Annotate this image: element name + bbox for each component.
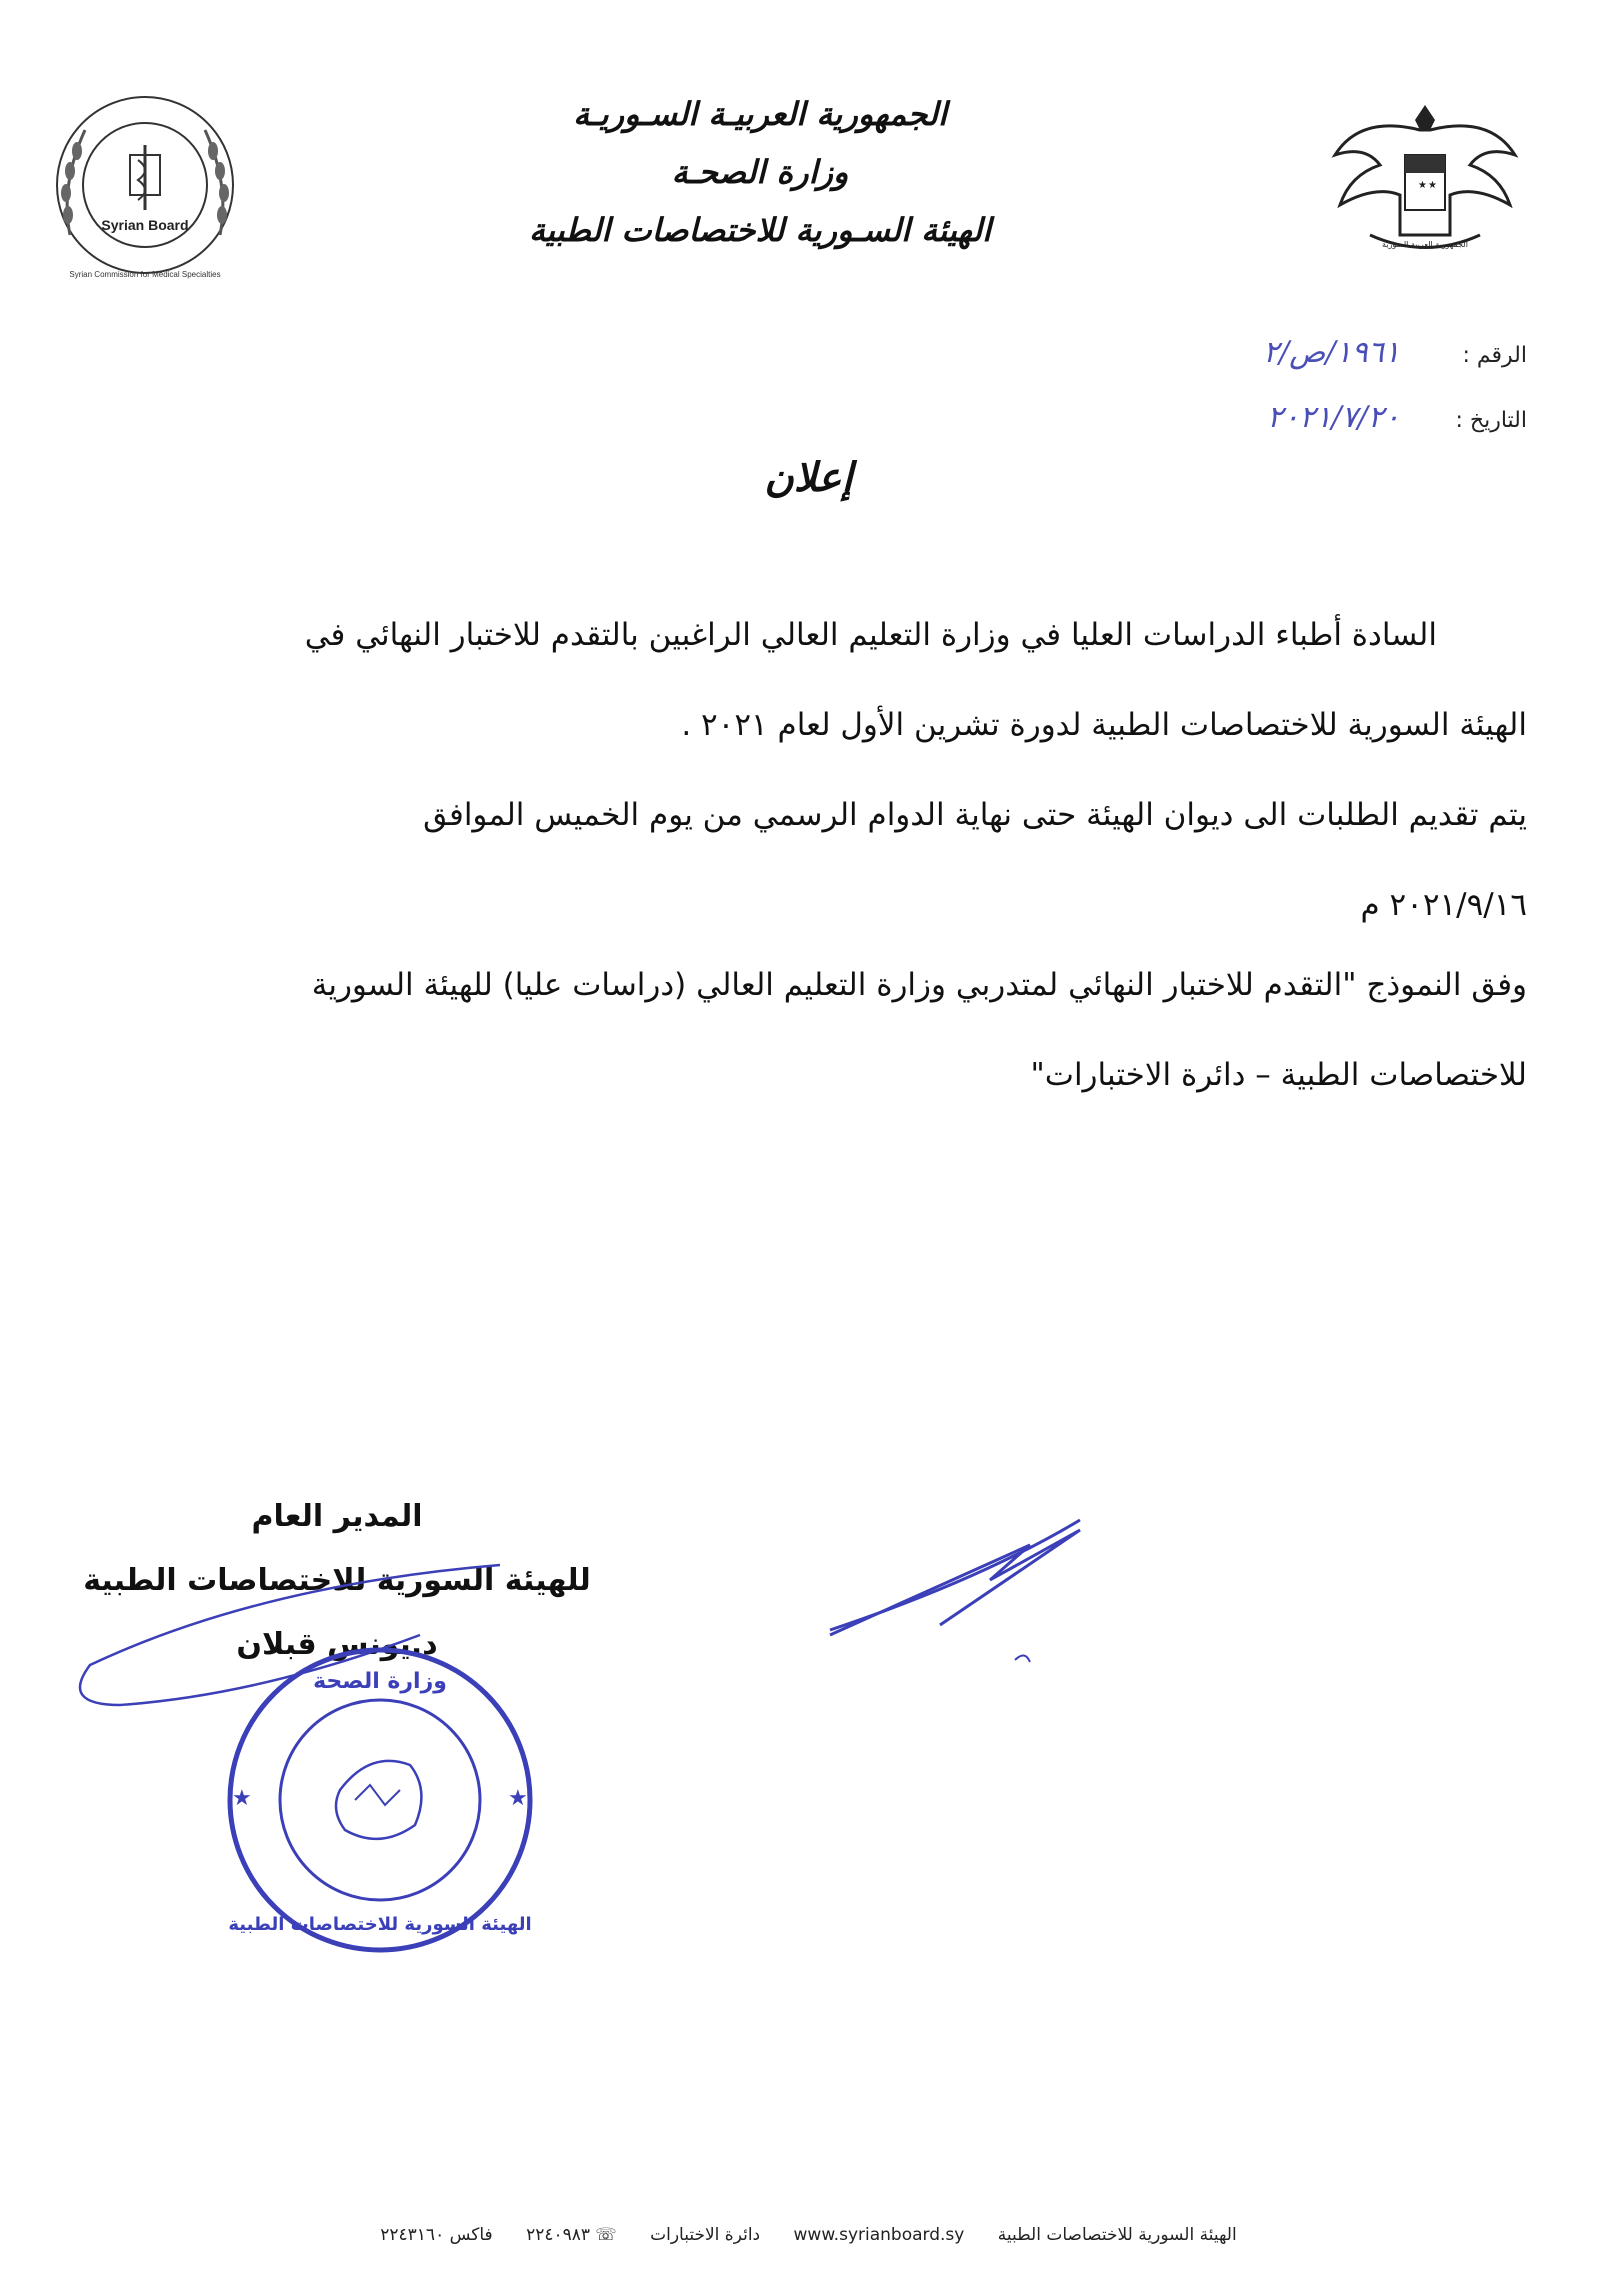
svg-text:★: ★ [508, 1786, 528, 1811]
logo-left-title: Syrian Board [101, 217, 189, 233]
handwritten-signature [560, 1510, 1120, 1700]
footer [0, 2225, 1617, 2245]
paragraph-1-line-1: السادة أطباء الدراسات العليا في وزارة التعليم العالي الراغبين بالتقدم للاختبار النهائي في [304, 617, 1437, 653]
reference-date-value: ٢٠٢١/٧/٢٠ [1266, 400, 1400, 435]
paragraph-2 [97, 770, 1527, 950]
footer-fax: فاكس ٢٢٤٣١٦٠ [380, 2225, 493, 2245]
stamp-ring-text: الهيئة السورية للاختصاصات الطبية [228, 1914, 532, 1935]
reference-date [1267, 400, 1527, 435]
header-commission: الهيئة السـورية للاختصاصات الطبية [528, 211, 992, 249]
header-ministry: وزارة الصحـة [671, 153, 849, 191]
paragraph-2-line-1: يتم تقديم الطلبات الى ديوان الهيئة حتى نهاية الدوام الرسمي من يوم الخميس الموافق [423, 797, 1527, 833]
svg-text:★: ★ [1418, 180, 1427, 191]
signatory-organization: للهيئة السورية للاختصاصات الطبية [83, 1563, 591, 1598]
paragraph-3-line-1: وفق النموذج "التقدم للاختبار النهائي لمتدربي وزارة التعليم العالي (دراسات عليا) للهيئة السورية [311, 967, 1527, 1003]
logo-left-ring-text: Syrian Commission for Medical Specialties [69, 270, 221, 279]
signatory-title: المدير العام [251, 1499, 423, 1534]
official-stamp [220, 1640, 540, 1960]
paragraph-3 [97, 940, 1527, 1120]
reference-date-label: التاريخ : [1455, 408, 1527, 433]
paragraph-1-line-2: الهيئة السورية للاختصاصات الطبية لدورة تشرين الأول لعام ٢٠٢١ . [681, 707, 1527, 743]
reference-number-label: الرقم : [1462, 343, 1527, 368]
reference-number [1263, 335, 1527, 370]
footer-department: دائرة الاختبارات [650, 2225, 761, 2245]
paragraph-3-line-2: للاختصاصات الطبية – دائرة الاختبارات" [1030, 1057, 1527, 1093]
signatory-name: د.يونس قبلان [236, 1627, 438, 1662]
footer-phone: ☏ ٢٢٤٠٩٨٣ [526, 2225, 617, 2245]
stamp-top-text: وزارة الصحة [313, 1669, 447, 1694]
syrian-board-logo [30, 85, 260, 285]
syrian-eagle-emblem [1320, 85, 1530, 255]
paragraph-1 [97, 590, 1527, 770]
announcement-title: إعلان [764, 455, 853, 501]
svg-text:★: ★ [1428, 180, 1437, 191]
letterhead [440, 85, 1080, 259]
paragraph-2-line-2: ٢٠٢١/٩/١٦ م [1360, 887, 1527, 923]
reference-number-value: ١٩٦١/ص/٢ [1262, 335, 1400, 370]
footer-website[interactable]: www.syrianboard.sy [793, 2225, 965, 2245]
svg-text:★: ★ [232, 1786, 252, 1811]
header-republic: الجمهورية العربيـة السـوريـة [573, 95, 947, 133]
footer-organization: الهيئة السورية للاختصاصات الطبية [997, 2225, 1237, 2245]
emblem-caption: الجمهورية العربية السورية [1382, 240, 1468, 249]
